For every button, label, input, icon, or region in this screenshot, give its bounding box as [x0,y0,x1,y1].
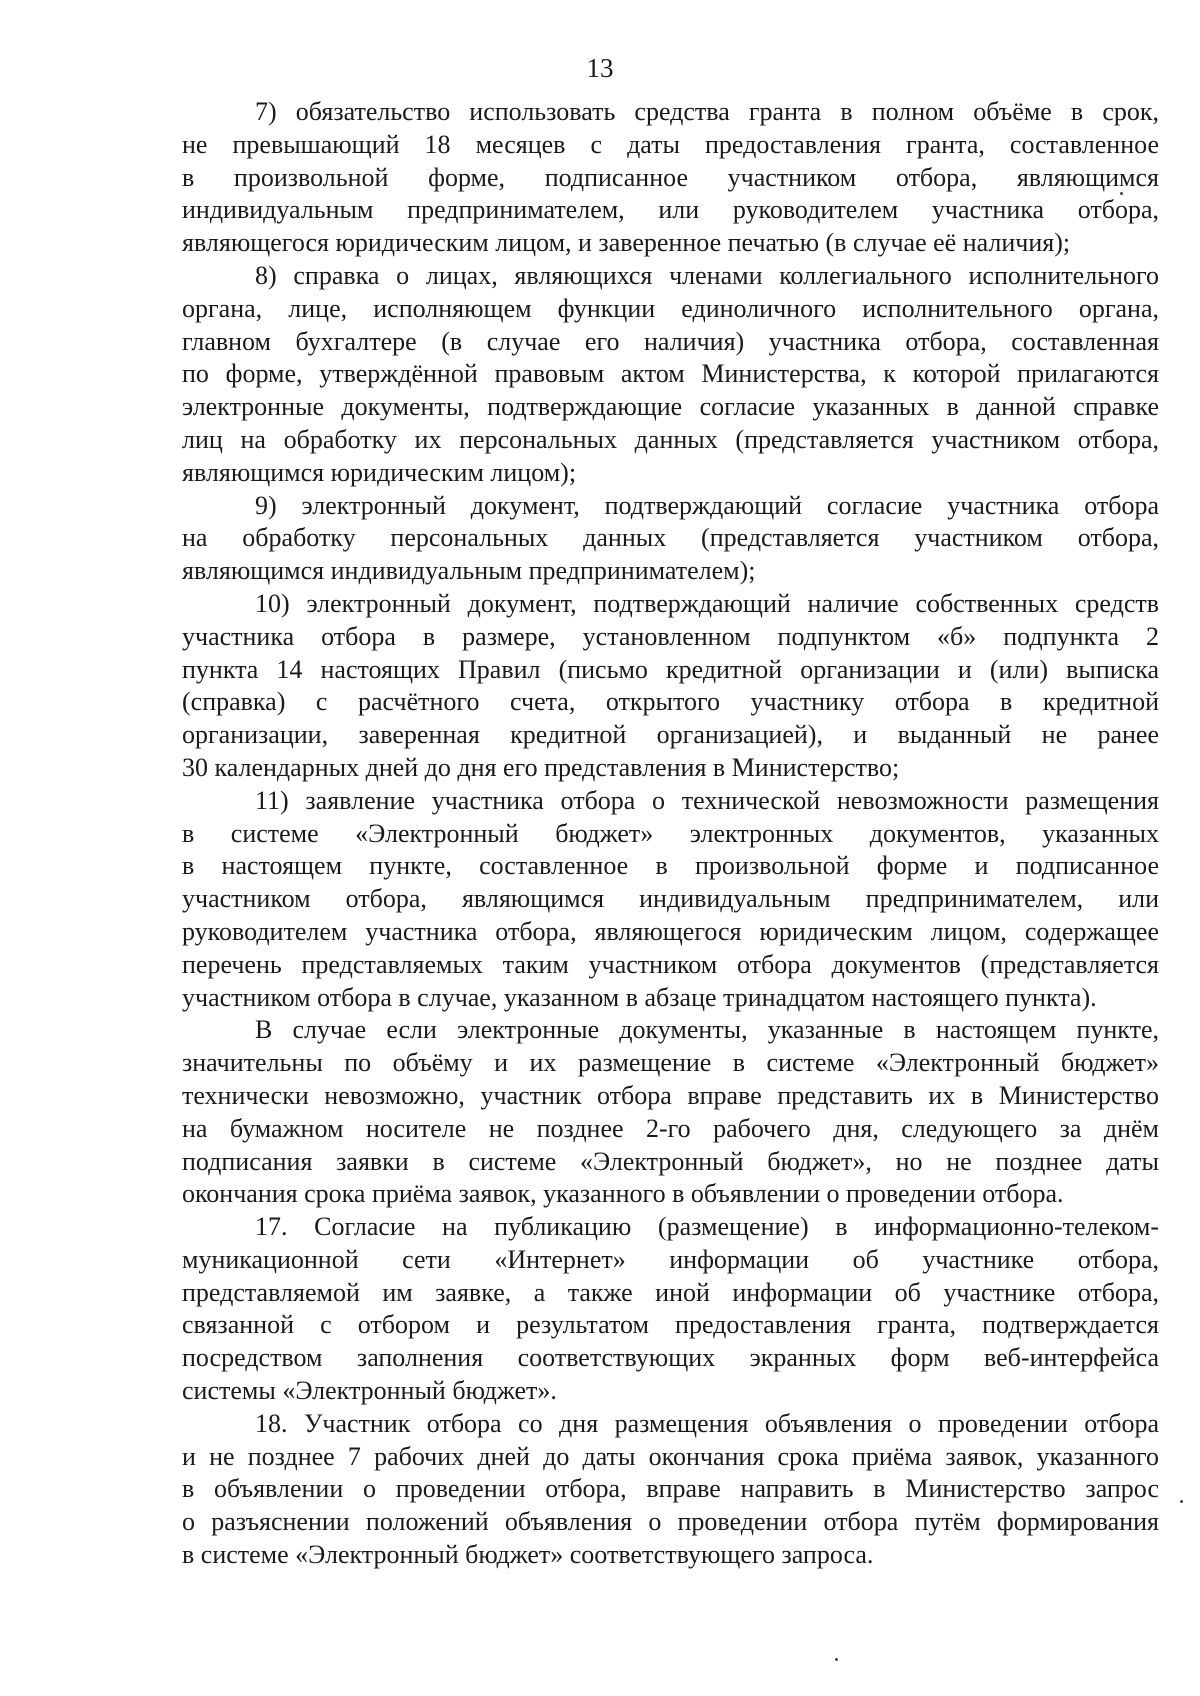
text-line: представляемой им заявке, а также иной информации об участнике отбора, [182,1277,1159,1307]
scan-speck [835,1658,838,1661]
text-line: В случае если электронные документы, указанные в настоящем пункте, [255,1015,1159,1045]
text-line: главном бухгалтере (в случае его наличия) участника отбора, составленная [182,326,1159,356]
text-line: подписания заявки в системе «Электронный бюджет», но не позднее даты [182,1146,1159,1176]
scan-speck [1180,1500,1183,1503]
text-line: (справка) с расчётного счета, открытого участнику отбора в кредитной [182,687,1159,717]
paragraph [182,96,1159,260]
text-line: 10) электронный документ, подтверждающий наличие собственных средств [255,588,1159,618]
text-line: о разъяснении положений объявления о проведении отбора путём формирования [182,1507,1159,1537]
text-line: в произвольной форме, подписанное участником отбора, являющимся [182,162,1159,192]
paragraph [182,1014,1159,1211]
text-line: на бумажном носителе не позднее 2-го рабочего дня, следующего за днём [182,1113,1159,1143]
text-line: являющимся индивидуальным предпринимателем); [182,556,756,586]
text-line: окончания срока приёма заявок, указанного в объявлении о проведении отбора. [182,1179,1064,1209]
text-line: 30 календарных дней до дня его представления в Министерство; [182,752,900,782]
text-line: 18. Участник отбора со дня размещения объявления о проведении отбора [255,1408,1159,1438]
text-line: системы «Электронный бюджет». [182,1376,557,1406]
text-line: связанной с отбором и результатом предоставления гранта, подтверждается [182,1310,1159,1340]
text-line: участником отбора в случае, указанном в абзаце тринадцатом настоящего пункта). [182,982,1097,1012]
text-line: являющегося юридическим лицом, и заверенное печатью (в случае её наличия); [182,228,1071,258]
text-line: не превышающий 18 месяцев с даты предоставления гранта, составленное [182,129,1159,159]
paragraph [182,1211,1159,1408]
document-body [182,96,1159,1572]
text-line: значительны по объёму и их размещение в системе «Электронный бюджет» [182,1048,1159,1078]
text-line: в настоящем пункте, составленное в произвольной форме и подписанное [182,851,1159,881]
text-line: руководителем участника отбора, являющегося юридическим лицом, содержащее [182,916,1159,946]
paragraph [182,1408,1159,1572]
text-line: электронные документы, подтверждающие согласие указанных в данной справке [182,392,1159,422]
text-line: и не позднее 7 рабочих дней до даты окончания срока приёма заявок, указанного [182,1441,1159,1471]
text-line: 7) обязательство использовать средства гранта в полном объёме в срок, [255,97,1159,126]
text-line: муникационной сети «Интернет» информации об участнике отбора, [182,1244,1159,1274]
text-line: лиц на обработку их персональных данных (представляется участником отбора, [182,424,1159,454]
text-line: пункта 14 настоящих Правил (письмо кредитной организации и (или) выписка [182,654,1159,684]
paragraph [182,785,1159,1015]
text-line: в системе «Электронный бюджет» электронных документов, указанных [182,818,1159,848]
text-line: 17. Согласие на публикацию (размещение) в информационно-телеком- [255,1212,1159,1242]
text-line: участника отбора в размере, установленном подпунктом «б» подпункта 2 [182,621,1159,651]
text-line: технически невозможно, участник отбора вправе представить их в Министерство [182,1080,1159,1110]
text-line: индивидуальным предпринимателем, или руководителем участника отбора, [182,195,1159,225]
text-line: перечень представляемых таким участником отбора документов (представляется [182,949,1159,979]
text-line: посредством заполнения соответствующих экранных форм веб-интерфейса [182,1343,1159,1373]
text-line: организации, заверенная кредитной организацией), и выданный не ранее [182,720,1159,750]
paragraph [182,260,1159,490]
page-number: 13 [586,53,614,83]
text-line: 9) электронный документ, подтверждающий согласие участника отбора [255,490,1159,520]
paragraph [182,588,1159,785]
text-line: 8) справка о лицах, являющихся членами коллегиального исполнительного [255,260,1159,290]
paragraph [182,490,1159,588]
text-line: участником отбора, являющимся индивидуальным предпринимателем, или [182,884,1159,914]
text-line: 11) заявление участника отбора о технической невозможности размещения [255,785,1159,815]
text-line: в объявлении о проведении отбора, вправе направить в Министерство запрос [182,1474,1159,1504]
scan-speck [1120,192,1123,195]
text-line: являющимся юридическим лицом); [182,457,577,487]
text-line: в системе «Электронный бюджет» соответствующего запроса. [182,1540,874,1570]
text-line: на обработку персональных данных (представляется участником отбора, [182,523,1159,553]
text-line: по форме, утверждённой правовым актом Министерства, к которой прилагаются [182,359,1159,389]
text-line: органа, лице, исполняющем функции единоличного исполнительного органа, [182,293,1159,323]
